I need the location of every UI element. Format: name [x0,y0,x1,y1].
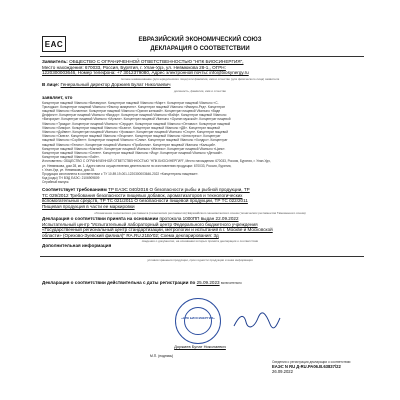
manufacturer-line: Серийный выпуск. [42,180,70,185]
registration-block [272,360,382,374]
requirements-text: ТС 029/2012 Требования безопасности пищевых добавок, ароматизаторов и технологических [42,192,243,198]
person-line [42,82,364,88]
person-name: Генеральный директор Доржиев Булат Николаевич [60,82,171,87]
product-line: Концентрат пищевой Vitamuno «Витамуно». Концентрат пищевой Vitamuno «Мирт». Концентрат пищевой Vitamuno «С- [42,100,219,105]
union-name: ЕВРАЗИЙСКИЙ ЭКОНОМИЧЕСКИЙ СОЮЗ [138,37,262,43]
eac-logo-text: EAC [44,39,64,49]
manufacturer-line: Изготовитель: ОБЩЕСТВО С ОГРАНИЧЕННОЙ ОТВЕТСТВЕННОСТЬЮ "НПК БИОСИНЕРГИЯ", Место нахождения: 670033, Россия, Бурятия, г. Улан-Удэ, [42,159,271,164]
product-line: Концентрат пищевой Vitamuno «Магний». Концентрат пищевой Vitamuno «Железо». Концентрат пищевой Vitamuno «Цинк». [42,146,226,151]
signature-caption: (подпись) [158,354,174,358]
signatory-name [0,344,400,349]
product-line: Деффект». Концентрат пищевой Vitamuno «Вигдор». Концентрат пищевой Vitamuno «Вэйф». Концентрат пищевой Vitamuno [42,113,227,118]
validity-date: 25.09.2023 [196,280,220,285]
person-label: В лице: [42,82,60,87]
manufacturer-line: г. Улан-Удэ, ул. Невмюкова, дом 28. [42,167,95,172]
registration-caption: Сведения о регистрации декларации о соответствии: [272,360,352,364]
product-line: Vitamuno «Омега». Концентрат пищевой Vitamuno «Лецитин». Концентрат пищевой Vitamuno «Антистресс». Концентрат [42,134,221,139]
document-title: ДЕКЛАРАЦИЯ О СООТВЕТСТВИИ [150,46,250,52]
stamp-place [150,354,173,358]
declares-section [42,95,364,185]
product-line: Vitamuno «Триада». Концентрат пищевой Vitamuno «Сердце». Концентрат пищевой Vitamuno «Оптовис». Концентрат пищевой [42,121,231,126]
basis-text: области» (Орехово-Зуевский филиал)" RA.RU.21БУ02; Схема декларирования: 3д [42,232,219,238]
registration-date: 26.09.2022 [272,369,293,375]
stamp-place-label: М.П. [150,354,158,358]
requirements-text: Пищевая продукция в части ее маркировки [42,203,135,209]
manufacturer-line: Продукция изготовлена в соответствии с ТУ 10.89.19-001-1220300003646-2022 «Концентраты пищевые». [42,172,199,177]
basis-section [42,216,364,238]
requirements-text: ТР ЕАЭС 040/2016 О безопасности рыбы и рыбной продукции, ТР [108,187,250,192]
applicant-name: ОБЩЕСТВО С ОГРАНИЧЕННОЙ ОТВЕТСТВЕННОСТЬЮ "НПК БИОСИНЕРГИЯ", [69,59,244,64]
manufacturer-line: Код (коды) ТН ВЭД ЕАЭС: 2106909809 [42,176,100,181]
stamp-text: «НПК БИОСИНЕРГИЯ» [181,316,215,320]
product-line: пищевой Vitamuno «Гепато». Концентрат пищевой Vitamuno «Пробиотик». Концентрат пищевой Vitamuno «Кальций». [42,142,217,147]
company-stamp [175,298,221,344]
signature-mark [232,312,282,330]
validity-caption: включительно [220,281,242,285]
person-caption: должность, фамилия, имя и отчество [173,89,227,93]
basis-caption: сведения о документах, на основании которых принята декларация о соответствии [141,239,259,243]
additional-label: Дополнительная информация [42,243,112,248]
additional-section [42,243,364,249]
declares-label: заявляет, что [42,95,73,100]
applicant-label: Заявитель: [42,59,68,64]
requirements-caption: обозначение технического регламента (технических регламентов) Евразийского экономического союза (технических регламентов Таможенного союза) [94,211,306,215]
divider [40,256,364,257]
validity-section [42,280,364,286]
product-line: Трилоджи». Концентрат пищевой Vitamuno «Фактор иммунити». Концентрат пищевой Vitamuno «Иммуно-Ред». Концентрат [42,104,225,109]
basis-text: «Государственный региональный центр стандартизации, метрологии и испытаний в г. Москве и Московской [42,227,273,233]
product-line: Vitamuno «Дойвел». Концентрат пищевой Vitamuno «Уромакс». Концентрат пищевой Vitamuno «Стоун». Концентрат пищевой [42,130,228,135]
basis-label: Декларация о соответствии принята на основании [42,216,159,221]
additional-caption: условия хранения продукции, срок годности продукции и иная информация [147,258,253,262]
requirements-text: вспомогательных средств, ТР ТС 021/2011 О безопасности пищевой продукции, ТР ТС 022/2011 [42,198,248,204]
applicant-address: Место нахождения: 670033, Россия, Бурятия, г. Улан-Удэ, ул. Невмюкова 28-1,, ОГРН: [42,64,226,70]
manufacturer-line: ул. Невмюкова, дом 28, кв. 1. Адрес места осуществления деятельности по изготовлению продукции: 670033, Россия, Бурятия, [42,163,232,168]
product-line: пищевой Vitamuno «Сорбент». Концентрат пищевой Vitamuno «Слим». Концентрат пищевой Vitamuno «Хондро». Концентрат [42,138,228,143]
signatory-name-text: Доржиев Булат Николаевич [174,344,226,349]
requirements-section [42,187,364,209]
applicant-caption: полное наименование (для юридического лица) или фамилия, имя и отчество (для физического лица) заявителя [120,77,280,81]
basis-text: протокола 1000ПП выдан 22.09.2022 [159,216,239,221]
product-line: Концентрат пищевой Vitamuno «Селен». Концентрат пищевой Vitamuno «Йод». Концентрат пищевой Vitamuno «Детский». [42,151,223,156]
divider [40,56,364,57]
validity-label: Декларация о соответствии действительна с даты регистрации по [42,280,196,285]
registration-number: ЕАЭС N RU Д-RU.РА06.В.63837/22 [272,364,341,370]
product-line: «Вигориум». Концентрат пищевой Vitamuno «Мульти». Концентрат пищевой Vitamuno «Оригин мужской». Концентрат пищевой [42,117,231,122]
requirements-label: Соответствует требованиям [42,187,107,192]
basis-text: Испытательный центр "Испытательный лабораторный центр Федерального бюджетного учреждения [42,221,258,227]
applicant-section [42,59,364,76]
product-line: Концентрат пищевой Vitamuno «Лайт». [42,155,100,160]
product-line: пищевой Vitamuno «Колагена». Концентрат пищевой Vitamuno «Оригин женский». Концентрат пищевой Vitamuno «Виде [42,109,221,113]
applicant-contacts: 1220300003646, Номер телефона: +7 3012379080, Адрес электронной почты: info@biosynergy.ru [42,70,249,76]
product-line: Vitamuno «Лимфо». Концентрат пищевой Vitamuno «Бьюти». Концентрат пищевой Vitamuno «ДВ». Концентрат пищевой [42,125,220,130]
